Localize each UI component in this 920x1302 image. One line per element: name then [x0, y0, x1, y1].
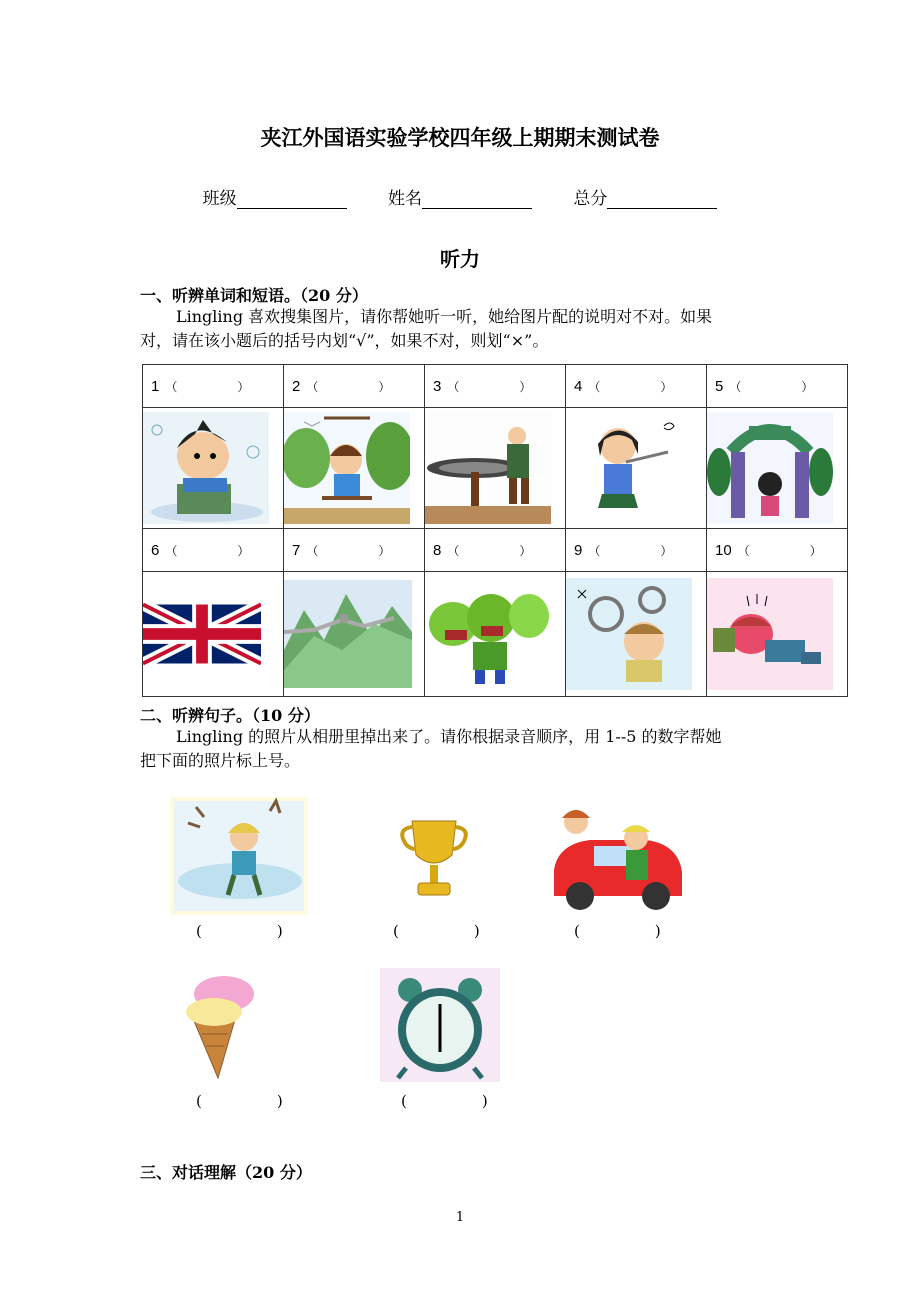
- photo-blank-3[interactable]: ( ): [574, 922, 661, 940]
- item-label-6[interactable]: 6 （ ）: [143, 529, 284, 572]
- name-label: 姓名: [388, 189, 422, 209]
- part3-heading: 三、对话理解（20 分）: [140, 1163, 312, 1182]
- score-blank[interactable]: [607, 190, 717, 209]
- alarm-clock-picture: [380, 968, 500, 1082]
- girl-on-swing-picture: [284, 412, 410, 524]
- sick-boy-picture: [707, 578, 833, 690]
- item-label-8[interactable]: 8 （ ）: [425, 529, 566, 572]
- union-jack-flag-picture: [143, 598, 261, 670]
- page-number: 1: [455, 1210, 465, 1225]
- part2-line2: 把下面的照片标上号。: [140, 751, 301, 770]
- item-label-1[interactable]: 1 （ ）: [143, 365, 284, 408]
- name-blank[interactable]: [422, 190, 532, 209]
- item-label-4[interactable]: 4 （ ）: [566, 365, 707, 408]
- item-label-5[interactable]: 5 （ ）: [707, 365, 848, 408]
- photo-blank-1[interactable]: ( ): [196, 922, 283, 940]
- green-monsters-picture: [425, 578, 551, 690]
- item-label-3[interactable]: 3 （ ）: [425, 365, 566, 408]
- part1-heading: 一、听辨单词和短语。（20 分）: [140, 286, 368, 305]
- item-label-10[interactable]: 10 （ ）: [707, 529, 848, 572]
- part1-line1: Lingling 喜欢搜集图片，请你帮她听一听，她给图片配的说明对不对。如果: [176, 307, 713, 326]
- page-title: 夹江外国语实验学校四年级上期期末测试卷: [260, 125, 660, 150]
- man-with-film-reel-picture: [425, 412, 551, 524]
- photo-blank-4[interactable]: ( ): [196, 1092, 283, 1110]
- part2-instructions: [140, 725, 800, 773]
- picture-grid: [142, 364, 848, 697]
- photo-blank-5[interactable]: ( ): [401, 1092, 488, 1110]
- item-label-9[interactable]: 9 （ ）: [566, 529, 707, 572]
- part1-instructions: [140, 305, 800, 353]
- washing-car-picture: [550, 800, 686, 916]
- class-blank[interactable]: [237, 190, 347, 209]
- part2-line1: Lingling 的照片从相册里掉出来了。请你根据录音顺序，用 1--5 的数字帮她: [176, 727, 722, 746]
- ice-cream-picture: [170, 970, 260, 1082]
- trophy-cup-picture: [398, 815, 470, 905]
- photo-blank-2[interactable]: ( ): [393, 922, 480, 940]
- student-info-row: [0, 184, 920, 209]
- great-wall-picture: [284, 580, 412, 688]
- item-label-2[interactable]: 2 （ ）: [284, 365, 425, 408]
- part1-line2: 对，请在该小题后的括号内划“√”，如果不对，则划“×”。: [140, 331, 549, 350]
- item-label-7[interactable]: 7 （ ）: [284, 529, 425, 572]
- section-title: 听力: [440, 247, 480, 271]
- class-label: 班级: [202, 189, 237, 209]
- girl-skating-picture: [170, 797, 308, 915]
- girl-playing-flute-picture: [566, 412, 692, 524]
- score-label: 总分: [573, 189, 608, 209]
- part2-heading: 二、听辨句子。（10 分）: [140, 706, 320, 725]
- park-gate-picture: [707, 412, 833, 524]
- boy-with-bike-wheels-picture: [566, 578, 692, 690]
- boy-washing-clothes-picture: [143, 412, 269, 524]
